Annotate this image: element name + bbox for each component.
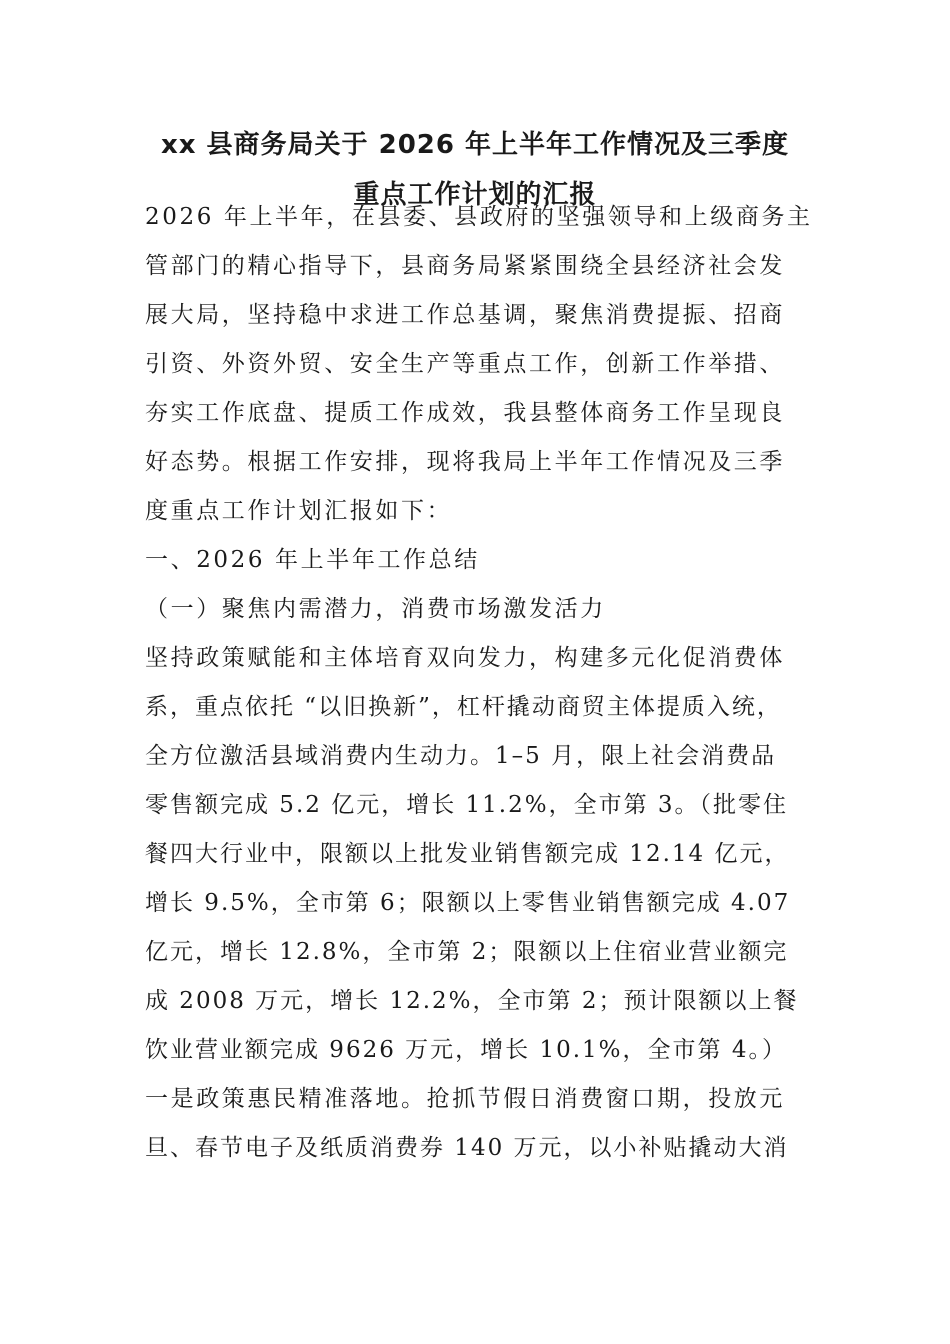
body-line: 饮业营业额完成 9626 万元，增长 10.1%，全市第 4。） xyxy=(145,1037,787,1063)
body-line: 餐四大行业中，限额以上批发业销售额完成 12.14 亿元， xyxy=(145,841,790,867)
body-line: 旦、春节电子及纸质消费券 140 万元，以小补贴撬动大消 xyxy=(145,1135,789,1161)
body-line: 夯实工作底盘、提质工作成效，我县整体商务工作呈现良 xyxy=(145,400,785,426)
body-line: 引资、外资外贸、安全生产等重点工作，创新工作举措、 xyxy=(145,351,785,377)
body-line: 坚持政策赋能和主体培育双向发力，构建多元化促消费体 xyxy=(145,645,785,671)
body-line: 全方位激活县域消费内生动力。1–5 月，限上社会消费品 xyxy=(145,743,777,769)
body-line: 度重点工作计划汇报如下： xyxy=(145,498,453,524)
body-line: 2026 年上半年，在县委、县政府的坚强领导和上级商务主 xyxy=(145,204,813,230)
body-line: 亿元，增长 12.8%，全市第 2；限额以上住宿业营业额完 xyxy=(145,939,789,965)
section-heading: 一、2026 年上半年工作总结 xyxy=(145,547,480,573)
body-line: 展大局，坚持稳中求进工作总基调，聚焦消费提振、招商 xyxy=(145,302,785,328)
body-line: 零售额完成 5.2 亿元，增长 11.2%，全市第 3。（批零住 xyxy=(145,792,789,818)
subsection-heading: （一）聚焦内需潜力，消费市场激发活力 xyxy=(145,596,606,622)
body-line: 系，重点依托 “以旧换新”，杠杆撬动商贸主体提质入统， xyxy=(145,694,782,720)
body-line: 好态势。根据工作安排，现将我局上半年工作情况及三季 xyxy=(145,449,785,475)
document-title-line-2: 重点工作计划的汇报 xyxy=(353,180,597,210)
body-line: 管部门的精心指导下，县商务局紧紧围绕全县经济社会发 xyxy=(145,253,785,279)
body-line: 成 2008 万元，增长 12.2%，全市第 2；预计限额以上餐 xyxy=(145,988,799,1014)
body-line: 一是政策惠民精准落地。抢抓节假日消费窗口期，投放元 xyxy=(145,1086,785,1112)
body-line: 增长 9.5%，全市第 6；限额以上零售业销售额完成 4.07 xyxy=(145,890,791,916)
document-title-line-1: xx 县商务局关于 2026 年上半年工作情况及三季度 xyxy=(160,130,790,160)
